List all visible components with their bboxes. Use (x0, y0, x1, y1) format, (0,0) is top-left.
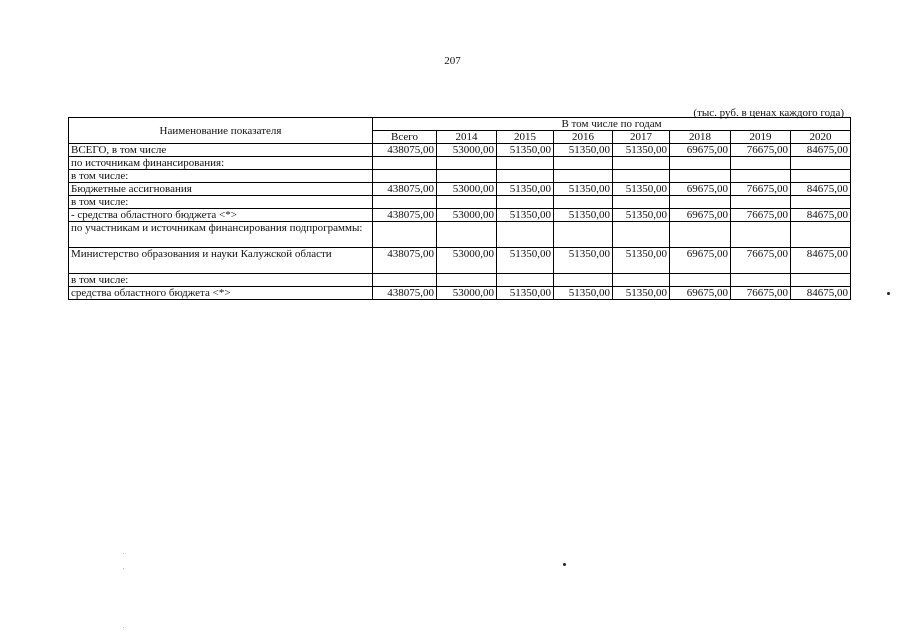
value-cell: 438075,00 (373, 287, 437, 300)
value-cell (497, 274, 554, 287)
value-cell (670, 274, 731, 287)
value-cell: 69675,00 (670, 183, 731, 196)
row-label: средства областного бюджета <*> (69, 287, 373, 300)
value-cell (497, 157, 554, 170)
value-cell (613, 170, 670, 183)
value-cell: 51350,00 (613, 287, 670, 300)
value-cell: 76675,00 (731, 183, 791, 196)
header-2014: 2014 (437, 131, 497, 144)
page-number: 207 (444, 55, 461, 67)
table-row (69, 248, 851, 274)
value-cell (497, 170, 554, 183)
value-cell (670, 196, 731, 209)
header-2020: 2020 (791, 131, 851, 144)
table-row (69, 209, 851, 222)
row-label: Министерство образования и науки Калужской области (69, 248, 373, 274)
scan-speck (887, 292, 890, 295)
units-note: (тыс. руб. в ценах каждого года) (693, 107, 844, 119)
value-cell (670, 170, 731, 183)
value-cell: 76675,00 (731, 209, 791, 222)
value-cell: 84675,00 (791, 248, 851, 274)
value-cell (791, 157, 851, 170)
value-cell: 438075,00 (373, 144, 437, 157)
value-cell (437, 170, 497, 183)
table-row (69, 170, 851, 183)
value-cell: 51350,00 (497, 144, 554, 157)
value-cell (373, 274, 437, 287)
table-row (69, 274, 851, 287)
value-cell: 84675,00 (791, 183, 851, 196)
value-cell: 53000,00 (437, 144, 497, 157)
value-cell: 53000,00 (437, 209, 497, 222)
value-cell (373, 157, 437, 170)
value-cell (373, 170, 437, 183)
header-2018: 2018 (670, 131, 731, 144)
value-cell (437, 196, 497, 209)
value-cell (554, 222, 613, 248)
value-cell (554, 274, 613, 287)
value-cell (670, 222, 731, 248)
value-cell: 69675,00 (670, 144, 731, 157)
table-row (69, 287, 851, 300)
row-label: Бюджетные ассигнования (69, 183, 373, 196)
value-cell: 84675,00 (791, 209, 851, 222)
row-label: в том числе: (69, 196, 373, 209)
value-cell (791, 222, 851, 248)
value-cell (731, 274, 791, 287)
budget-table (68, 117, 851, 300)
table-row (69, 157, 851, 170)
scan-speck (123, 568, 124, 569)
value-cell (731, 157, 791, 170)
row-label: в том числе: (69, 170, 373, 183)
value-cell: 69675,00 (670, 287, 731, 300)
value-cell: 51350,00 (554, 209, 613, 222)
value-cell: 76675,00 (731, 144, 791, 157)
value-cell (731, 170, 791, 183)
value-cell (497, 222, 554, 248)
value-cell: 438075,00 (373, 183, 437, 196)
value-cell (613, 157, 670, 170)
value-cell (731, 196, 791, 209)
value-cell (554, 196, 613, 209)
value-cell: 51350,00 (613, 144, 670, 157)
value-cell (437, 274, 497, 287)
value-cell: 53000,00 (437, 183, 497, 196)
value-cell: 51350,00 (554, 183, 613, 196)
value-cell: 76675,00 (731, 248, 791, 274)
value-cell: 51350,00 (613, 183, 670, 196)
row-label: в том числе: (69, 274, 373, 287)
value-cell (791, 274, 851, 287)
value-cell: 84675,00 (791, 287, 851, 300)
value-cell: 69675,00 (670, 209, 731, 222)
table-row (69, 144, 851, 157)
value-cell: 76675,00 (731, 287, 791, 300)
value-cell (554, 170, 613, 183)
value-cell (373, 196, 437, 209)
value-cell (670, 157, 731, 170)
value-cell: 51350,00 (497, 287, 554, 300)
header-years-group: В том числе по годам (373, 118, 851, 131)
header-indicator: Наименование показателя (69, 118, 373, 144)
value-cell: 51350,00 (554, 248, 613, 274)
scan-speck (123, 553, 124, 554)
value-cell (437, 222, 497, 248)
row-label: по участникам и источникам финансирования подпрограммы: (69, 222, 373, 248)
value-cell (791, 170, 851, 183)
table-row (69, 183, 851, 196)
row-label: ВСЕГО, в том числе (69, 144, 373, 157)
header-2015: 2015 (497, 131, 554, 144)
value-cell: 438075,00 (373, 248, 437, 274)
value-cell (613, 274, 670, 287)
row-label: по источникам финансирования: (69, 157, 373, 170)
header-2017: 2017 (613, 131, 670, 144)
header-2019: 2019 (731, 131, 791, 144)
value-cell (497, 196, 554, 209)
value-cell: 51350,00 (497, 209, 554, 222)
value-cell (613, 196, 670, 209)
value-cell: 51350,00 (613, 248, 670, 274)
value-cell: 84675,00 (791, 144, 851, 157)
value-cell (373, 222, 437, 248)
table-row (69, 196, 851, 209)
value-cell (554, 157, 613, 170)
value-cell (437, 157, 497, 170)
value-cell: 438075,00 (373, 209, 437, 222)
value-cell: 53000,00 (437, 248, 497, 274)
value-cell (613, 222, 670, 248)
value-cell: 53000,00 (437, 287, 497, 300)
value-cell (731, 222, 791, 248)
value-cell: 51350,00 (613, 209, 670, 222)
scan-speck (563, 563, 566, 566)
value-cell: 51350,00 (497, 248, 554, 274)
value-cell: 51350,00 (497, 183, 554, 196)
value-cell: 51350,00 (554, 144, 613, 157)
value-cell: 69675,00 (670, 248, 731, 274)
header-2016: 2016 (554, 131, 613, 144)
header-total: Всего (373, 131, 437, 144)
value-cell (791, 196, 851, 209)
scan-speck (123, 627, 124, 628)
value-cell: 51350,00 (554, 287, 613, 300)
row-label: - средства областного бюджета <*> (69, 209, 373, 222)
table-row (69, 222, 851, 248)
